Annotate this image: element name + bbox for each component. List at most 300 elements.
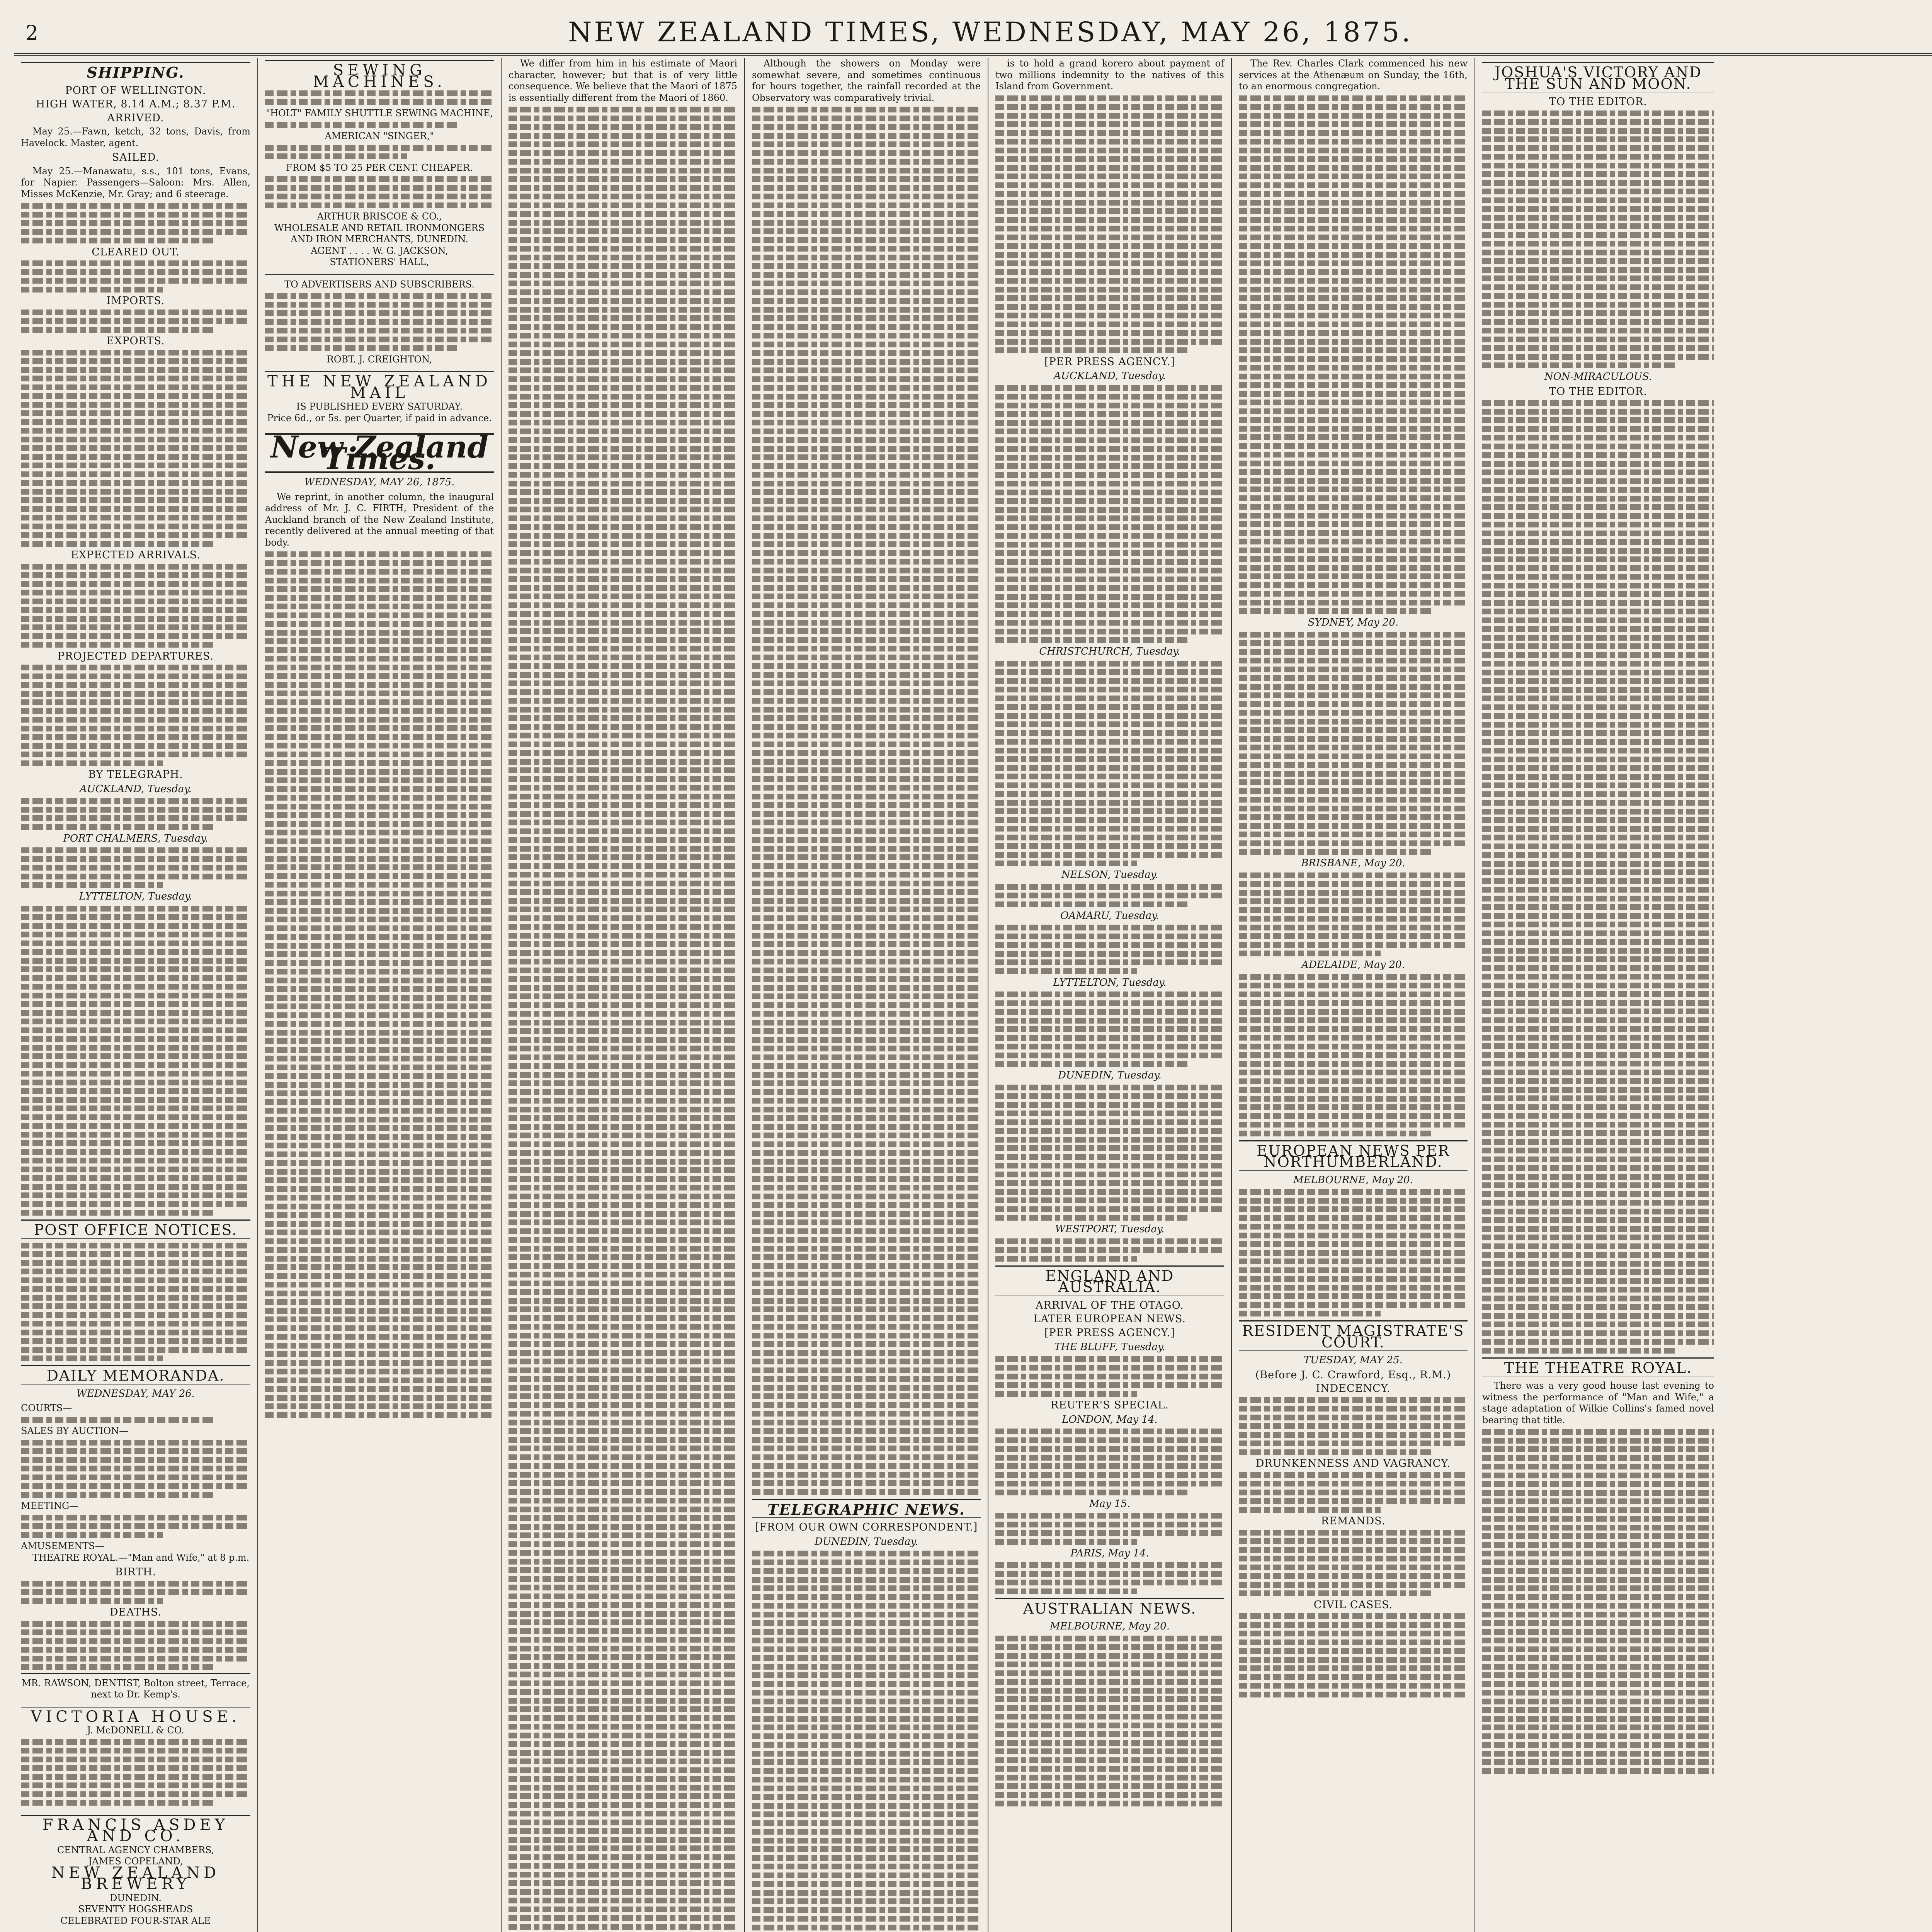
text-line	[509, 1507, 737, 1512]
text-line	[995, 287, 1224, 293]
text-line	[1482, 1287, 1714, 1293]
text-line	[1239, 156, 1468, 162]
text-line	[1482, 284, 1714, 290]
text-line	[1482, 1646, 1714, 1652]
text-line	[1239, 1070, 1468, 1075]
text-line	[265, 699, 494, 705]
text-line	[1482, 1313, 1714, 1319]
text-line	[1482, 774, 1714, 780]
text-line	[265, 1056, 494, 1061]
text-line	[21, 642, 214, 648]
text-line	[265, 752, 494, 757]
text-line	[995, 1009, 1224, 1015]
text-line	[265, 1012, 494, 1018]
text-line	[1482, 1278, 1714, 1284]
text-line	[752, 1446, 981, 1451]
text-line	[995, 1670, 1224, 1676]
text-line	[21, 984, 250, 990]
text-line	[509, 1820, 737, 1825]
text-line	[752, 1428, 981, 1434]
text-line	[752, 411, 981, 417]
text-line	[21, 856, 250, 862]
text-line	[1239, 582, 1468, 588]
text-line	[995, 602, 1224, 608]
text-line	[752, 655, 981, 660]
text-line	[995, 559, 1224, 565]
text-line	[1239, 269, 1468, 275]
reuter-heading: REUTER'S SPECIAL.	[1050, 1399, 1169, 1411]
text-line	[509, 828, 737, 834]
text-line	[752, 367, 981, 373]
text-line	[995, 1256, 1137, 1262]
text-line	[1482, 1612, 1714, 1617]
text-line	[509, 1776, 737, 1782]
text-line	[995, 1206, 1224, 1212]
text-line	[1239, 208, 1468, 214]
text-line	[752, 602, 981, 608]
text-line	[995, 321, 1224, 327]
text-line	[752, 1551, 981, 1556]
text-line	[21, 1123, 250, 1129]
text-line	[1482, 435, 1714, 440]
text-line	[509, 1532, 737, 1538]
text-line	[1482, 223, 1714, 229]
text-line	[265, 569, 494, 575]
text-line	[21, 1010, 250, 1016]
auckland-dateline-2: AUCKLAND, Tuesday.	[1054, 370, 1166, 382]
text-line	[752, 1089, 981, 1095]
text-line	[21, 1664, 214, 1670]
text-line	[21, 1774, 250, 1780]
text-line	[995, 1247, 1224, 1253]
text-line	[509, 1854, 737, 1860]
resident-magistrate-heading: RESIDENT MAGISTRATE'S COURT.	[1239, 1320, 1468, 1351]
port-chalmers-dateline: PORT CHALMERS, Tuesday.	[63, 832, 208, 844]
text-line	[1482, 1751, 1714, 1757]
text-line	[265, 1291, 494, 1296]
text-line	[265, 795, 494, 801]
text-line	[265, 1299, 494, 1305]
text-line	[21, 1251, 250, 1257]
text-line	[995, 165, 1224, 171]
text-line	[1482, 913, 1714, 919]
text-line	[1239, 608, 1431, 614]
text-line	[995, 951, 1224, 957]
text-line	[752, 881, 981, 886]
text-line	[1239, 667, 1468, 672]
text-line	[509, 446, 737, 452]
text-line	[1239, 469, 1468, 475]
text-line	[509, 481, 737, 486]
text-line	[1482, 180, 1714, 186]
text-line	[21, 1027, 250, 1033]
text-line	[509, 1602, 737, 1608]
text-line	[752, 872, 981, 878]
text-line	[1239, 1406, 1468, 1412]
text-line	[1239, 600, 1468, 605]
melbourne-dateline-2: MELBOURNE, May 20.	[1293, 1174, 1413, 1186]
text-line	[995, 507, 1224, 513]
text-line	[995, 696, 1224, 701]
text-line	[265, 1351, 494, 1357]
text-line	[995, 200, 1224, 206]
text-line	[995, 269, 1224, 275]
text-line	[752, 1846, 981, 1852]
text-line	[21, 743, 250, 749]
text-line	[1482, 522, 1714, 527]
text-line	[752, 811, 981, 817]
text-line	[21, 1243, 250, 1248]
text-line	[265, 1264, 494, 1270]
text-line	[1482, 1716, 1714, 1722]
text-line	[1239, 217, 1468, 223]
text-line	[509, 359, 737, 365]
text-line	[752, 1107, 981, 1112]
text-line	[752, 1855, 981, 1861]
text-line	[995, 278, 1224, 284]
birth-heading: BIRTH.	[115, 1566, 156, 1578]
text-line	[1482, 1620, 1714, 1626]
text-line	[995, 1748, 1224, 1754]
text-line	[995, 104, 1224, 110]
text-line	[1482, 1052, 1714, 1058]
text-line	[995, 739, 1224, 745]
text-line	[509, 820, 737, 825]
text-line	[1239, 235, 1468, 240]
text-line	[1239, 951, 1381, 956]
text-line	[21, 410, 250, 416]
text-line	[995, 1189, 1224, 1195]
text-line	[509, 950, 737, 956]
text-line	[1482, 1516, 1714, 1522]
text-line	[1482, 556, 1714, 562]
text-line	[752, 1046, 981, 1051]
text-line	[265, 1117, 494, 1122]
text-line	[1482, 302, 1714, 308]
text-line	[265, 1090, 494, 1096]
text-line	[21, 1088, 250, 1094]
mail-price: Price 6d., or 5s. per Quarter, if paid in advance.	[267, 412, 492, 423]
text-line	[995, 1061, 1187, 1067]
by-telegraph-heading: BY TELEGRAPH.	[88, 769, 183, 781]
text-line	[1239, 983, 1468, 988]
text-line	[21, 949, 250, 955]
text-line	[21, 310, 250, 315]
text-line	[265, 804, 494, 810]
text-line	[1482, 1707, 1714, 1713]
text-line	[265, 978, 494, 983]
text-line	[509, 898, 737, 904]
text-line	[995, 1653, 1224, 1659]
holt-line: "HOLT" FAMILY SHUTTLE SEWING MACHINE,	[265, 108, 493, 119]
text-line	[1482, 791, 1714, 797]
col6-opening: The Rev. Charles Clark commenced his new services at the Athenæum on Sunday, the 16th, to an enormous congregation.	[1239, 58, 1468, 92]
text-line	[509, 489, 737, 495]
text-line	[265, 153, 407, 159]
text-line	[21, 847, 250, 853]
text-line	[1239, 771, 1468, 777]
text-line	[1482, 1296, 1714, 1301]
european-news-heading: EUROPEAN NEWS PER NORTHUMBERLAND.	[1239, 1140, 1468, 1171]
text-line	[995, 1391, 1137, 1397]
text-line	[509, 802, 737, 808]
text-line	[752, 1350, 981, 1356]
text-line	[1482, 241, 1714, 247]
text-line	[1239, 1657, 1468, 1663]
text-line	[21, 691, 250, 697]
text-line	[995, 968, 1137, 974]
text-line	[509, 385, 737, 391]
text-line	[752, 1664, 981, 1670]
text-line	[1482, 574, 1714, 580]
text-line	[1239, 684, 1468, 690]
text-line	[995, 1571, 1224, 1577]
text-line	[752, 1898, 981, 1904]
text-line	[752, 150, 981, 156]
text-line	[752, 133, 981, 139]
text-line	[995, 1714, 1224, 1719]
text-line	[752, 1907, 981, 1913]
text-line	[1482, 409, 1714, 415]
text-line	[1482, 276, 1714, 281]
text-line	[21, 673, 250, 679]
text-line	[752, 359, 981, 365]
text-line	[265, 630, 494, 636]
text-line	[1239, 556, 1468, 562]
text-line	[1482, 1348, 1677, 1354]
text-line	[265, 1125, 494, 1131]
text-line	[995, 330, 1224, 336]
text-line	[752, 1699, 981, 1704]
text-line	[752, 1167, 981, 1173]
text-line	[995, 756, 1224, 762]
text-line	[1482, 1209, 1714, 1214]
text-line	[752, 959, 981, 964]
column-1	[14, 58, 257, 1932]
text-line	[21, 1757, 250, 1762]
text-line	[509, 1428, 737, 1434]
text-line	[1482, 1446, 1714, 1452]
text-line	[21, 1175, 250, 1181]
text-line	[1482, 765, 1714, 771]
text-line	[752, 1228, 981, 1234]
text-line	[995, 687, 1224, 692]
text-line	[1239, 426, 1468, 432]
text-line	[509, 524, 737, 530]
text-line	[1482, 748, 1714, 753]
text-line	[1239, 1131, 1431, 1136]
text-line	[509, 1385, 737, 1391]
text-line	[1239, 1122, 1468, 1128]
text-line	[265, 925, 494, 931]
text-line	[509, 1637, 737, 1643]
text-line	[21, 454, 250, 460]
text-line	[509, 342, 737, 347]
text-line	[509, 541, 737, 547]
text-line	[995, 959, 1224, 965]
text-line	[1482, 1095, 1714, 1101]
text-line	[995, 1044, 1224, 1049]
text-line	[509, 1845, 737, 1851]
text-line	[1239, 1472, 1468, 1478]
text-line	[509, 1020, 737, 1026]
text-line	[1482, 713, 1714, 719]
text-line	[1239, 1009, 1468, 1015]
text-line	[265, 337, 494, 342]
text-line	[1482, 782, 1714, 788]
text-line	[21, 993, 250, 998]
text-line	[1482, 400, 1714, 406]
text-line	[509, 1611, 737, 1617]
text-line	[21, 287, 163, 293]
text-line	[1239, 365, 1468, 371]
text-line	[1239, 1397, 1468, 1403]
brewery-name: NEW ZEALAND BREWERY	[51, 1864, 220, 1893]
text-line	[509, 576, 737, 582]
text-line	[1482, 1585, 1714, 1591]
text-line	[995, 1085, 1224, 1090]
text-line	[995, 1437, 1224, 1443]
text-line	[509, 367, 737, 373]
text-line	[21, 1045, 250, 1051]
text-line	[509, 107, 737, 112]
text-line	[995, 1696, 1224, 1702]
sydney-dateline: SYDNEY, May 20.	[1308, 617, 1399, 628]
text-line	[752, 611, 981, 617]
text-line	[1482, 496, 1714, 502]
text-line	[995, 1026, 1224, 1032]
text-line	[1239, 788, 1468, 794]
text-line	[1482, 565, 1714, 571]
text-line	[752, 1560, 981, 1565]
text-line	[265, 1343, 494, 1349]
text-line	[752, 1759, 981, 1765]
london-dateline: LONDON, May 14.	[1062, 1413, 1158, 1425]
text-line	[265, 176, 494, 182]
text-line	[752, 767, 981, 773]
arrived-heading: ARRIVED.	[107, 112, 164, 124]
hogsheads-line: SEVENTY HOGSHEADS	[78, 1904, 193, 1915]
text-line	[995, 498, 1224, 504]
text-line	[995, 1197, 1224, 1203]
column-2	[257, 58, 501, 1932]
text-line	[752, 263, 981, 269]
text-line	[1482, 722, 1714, 728]
text-line	[752, 1454, 981, 1460]
text-line	[995, 1463, 1224, 1469]
adelaide-dateline: ADELAIDE, May 20.	[1301, 959, 1405, 971]
text-line	[995, 1180, 1224, 1186]
text-line	[1239, 658, 1468, 663]
text-line	[1239, 649, 1468, 655]
text-line	[1239, 461, 1468, 466]
text-line	[1482, 362, 1677, 368]
text-line	[509, 1185, 737, 1190]
text-line	[265, 943, 494, 949]
text-line	[1482, 189, 1714, 194]
text-line	[1239, 1233, 1468, 1238]
text-line	[21, 376, 250, 381]
text-line	[265, 864, 494, 870]
text-line	[995, 420, 1224, 426]
text-line	[995, 942, 1224, 948]
stationers-line: STATIONERS' HALL,	[330, 257, 429, 267]
text-line	[21, 1019, 250, 1024]
text-line	[21, 1097, 250, 1103]
text-line	[265, 717, 494, 723]
text-line	[509, 1107, 737, 1112]
text-line	[995, 121, 1224, 127]
text-line	[1239, 347, 1468, 353]
text-line	[265, 1204, 494, 1209]
agent-line: AGENT . . . . W. G. JACKSON,	[311, 245, 448, 256]
text-line	[21, 633, 250, 639]
text-line	[1239, 443, 1468, 449]
text-line	[752, 707, 981, 713]
text-line	[1239, 1692, 1468, 1697]
text-line	[509, 133, 737, 139]
text-line	[1239, 881, 1468, 887]
text-line	[1239, 675, 1468, 681]
text-line	[509, 906, 737, 912]
text-line	[995, 1723, 1224, 1728]
text-line	[265, 1082, 494, 1088]
text-line	[21, 1466, 250, 1471]
text-line	[1482, 539, 1714, 545]
text-line	[21, 1475, 250, 1480]
text-line	[1482, 1104, 1714, 1110]
text-line	[265, 708, 494, 714]
text-line	[995, 235, 1224, 240]
text-line	[509, 1359, 737, 1364]
text-line	[752, 924, 981, 930]
text-line	[265, 812, 494, 818]
lyttelton-dateline: LYTTELTON, Tuesday.	[79, 891, 192, 902]
text-line	[21, 752, 250, 757]
text-line	[995, 1490, 1187, 1495]
text-line	[509, 1002, 737, 1008]
text-line	[1482, 1525, 1714, 1531]
text-line	[509, 1785, 737, 1791]
text-line	[1482, 1768, 1714, 1774]
sales-label: SALES BY AUCTION—	[21, 1425, 129, 1436]
text-line	[1482, 1174, 1714, 1180]
text-line	[1239, 1565, 1468, 1570]
text-line	[1239, 1590, 1431, 1596]
text-line	[21, 1001, 250, 1007]
text-line	[265, 734, 494, 740]
text-line	[509, 837, 737, 843]
text-line	[21, 480, 250, 486]
text-line	[509, 1585, 737, 1590]
text-line	[752, 1237, 981, 1243]
text-line	[995, 1374, 1224, 1379]
text-line	[509, 1646, 737, 1651]
text-line	[1239, 130, 1468, 136]
text-line	[265, 1256, 494, 1262]
text-line	[265, 1030, 494, 1036]
text-line	[752, 1472, 981, 1478]
text-line	[1239, 1276, 1468, 1282]
text-line	[1239, 226, 1468, 231]
text-line	[21, 1748, 250, 1753]
text-line	[509, 1350, 737, 1356]
text-line	[1482, 1043, 1714, 1049]
text-line	[265, 122, 457, 128]
text-line	[752, 1219, 981, 1225]
press-agency-tag: [PER PRESS AGENCY.]	[1044, 355, 1175, 368]
text-line	[21, 278, 250, 284]
